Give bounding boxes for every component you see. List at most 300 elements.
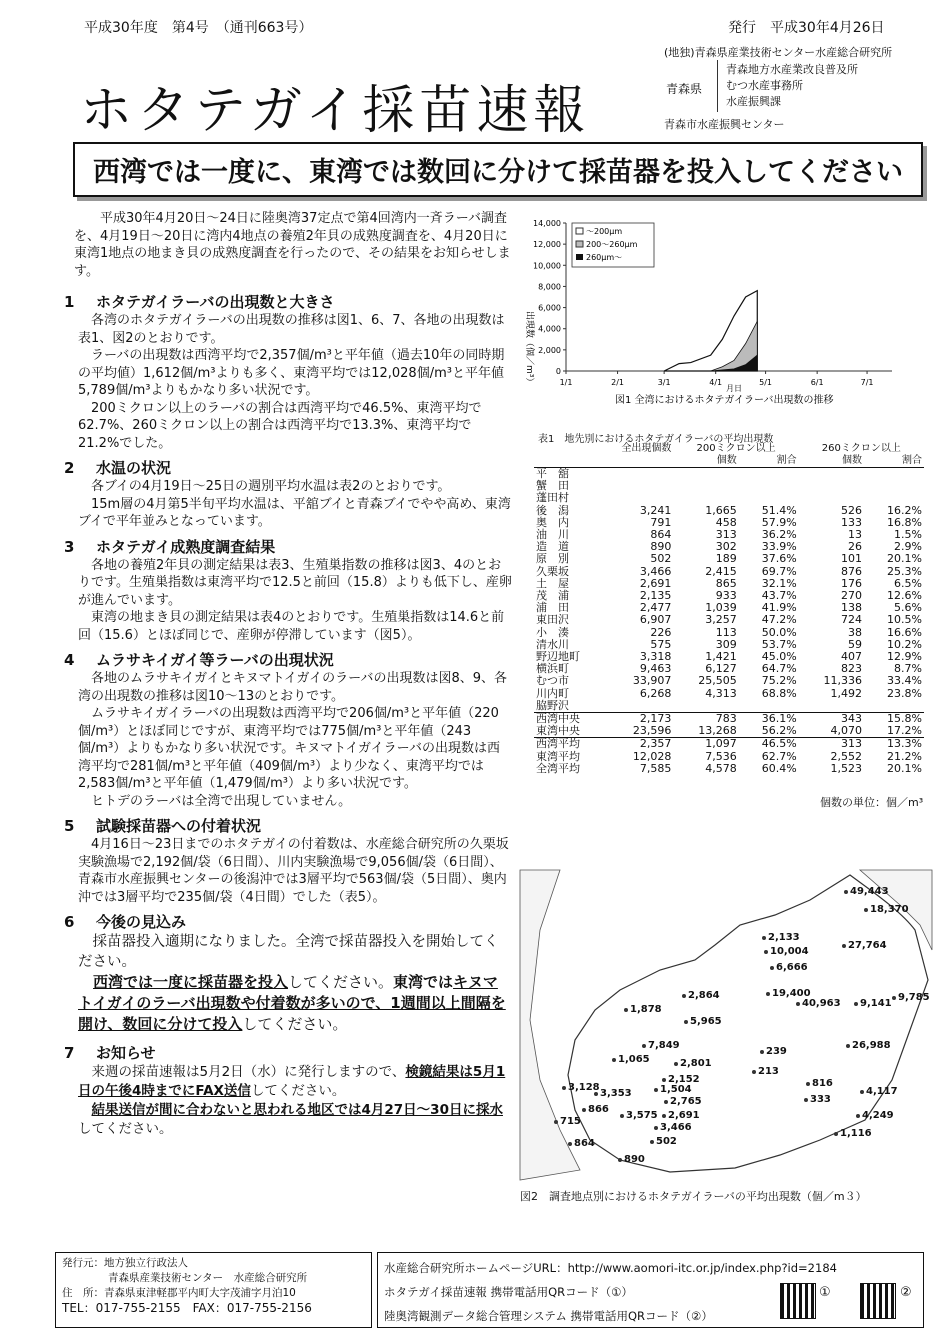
table-cell: 9,463	[639, 662, 672, 676]
section-number: 6	[64, 913, 75, 931]
column-header: 全出現個数	[621, 443, 672, 454]
chart-legend	[572, 223, 654, 267]
y-tick-label: 8,000	[538, 282, 561, 292]
table-cell	[739, 468, 799, 481]
table-cell	[864, 492, 924, 504]
station-name: 西湾平均	[534, 738, 592, 751]
table-cell	[673, 480, 738, 492]
table-cell: 4,070	[830, 724, 863, 738]
larvae-trend-chart	[524, 215, 910, 406]
section-title: 水温の状況	[96, 459, 172, 477]
station-name: むつ市	[536, 674, 569, 688]
station-count-label: 1,065	[618, 1054, 650, 1065]
legend-swatch-small	[576, 228, 583, 234]
table-cell	[592, 700, 673, 713]
table-cell: 38	[848, 625, 863, 639]
table-cell	[799, 700, 864, 713]
column-header: 260ミクロン以上	[821, 443, 901, 454]
notice-text: 来週の採苗速報は5月2日（水）に発行しますので、	[91, 1064, 406, 1080]
station-name: 西湾中央	[534, 713, 592, 726]
station-count-label: 2,864	[688, 990, 720, 1001]
publisher-label: 発行元：地方独立行政法人	[62, 1257, 188, 1269]
table-row	[534, 492, 924, 504]
table-row	[534, 675, 924, 687]
table-cell: 865	[715, 576, 737, 590]
station-count-label: 4,117	[866, 1086, 898, 1097]
y-tick-label: 4,000	[538, 324, 561, 334]
table-cell	[673, 468, 738, 481]
table-row	[534, 700, 924, 713]
headline-text: 西湾では一度に、東湾では数回に分けて採苗器を投入してください	[93, 157, 903, 188]
station-name: 東田沢	[536, 613, 569, 627]
paragraph: 東湾の地まき貝の測定結果は表4のとおりです。生殖巣指数は14.6と前回（15.6）とほぼ同じで、産卵が停滞しています（図5）。	[78, 610, 505, 643]
station-count-label: 715	[560, 1116, 581, 1127]
station-count-label: 49,443	[850, 886, 889, 897]
x-tick-label: 3/1	[657, 378, 671, 387]
table-row	[534, 553, 924, 565]
offices-bracket	[717, 60, 723, 112]
station-count-label: 40,963	[802, 998, 841, 1009]
notice-text: してください。	[250, 1083, 346, 1099]
station-name: 川内町	[536, 686, 569, 700]
table-cell: 10.2%	[887, 637, 922, 651]
column-header: 割合	[776, 455, 797, 466]
station-count-label: 6,666	[776, 962, 808, 973]
x-tick-label: 7/1	[860, 378, 874, 387]
table-cell: 50.0%	[761, 625, 797, 639]
chart-series	[664, 291, 757, 371]
table-cell: 6,127	[705, 662, 737, 676]
station-count-label: 3,353	[600, 1088, 632, 1099]
column-header: 割合	[902, 455, 922, 466]
west-bay-advice: 西湾では一度に採苗器を投入	[93, 973, 289, 991]
table-cell: 864	[650, 528, 672, 542]
section-7	[64, 1043, 512, 1139]
office-item: 水産振興課	[726, 95, 781, 108]
qr-caption-1: ホタテガイ採苗速報 携帯電話用QRコード（①）	[384, 1285, 633, 1299]
table-row	[534, 725, 924, 738]
chart-xlabel: 月日	[726, 384, 742, 393]
legend-swatch-large	[576, 254, 583, 260]
station-count-label: 9,785	[898, 992, 930, 1003]
qr-code-1[interactable]	[780, 1283, 816, 1319]
section-number: 2	[64, 459, 75, 477]
prefecture-label: 青森県	[666, 82, 703, 96]
table-cell: 21.2%	[887, 749, 922, 763]
station-name: 東湾平均	[536, 749, 580, 763]
section-1	[64, 292, 512, 452]
table-cell: 4,578	[705, 761, 737, 775]
qr-caption-2: 陸奥湾観測データ総合管理システム 携帯電話用QRコード（②）	[384, 1309, 713, 1323]
table-cell: 2,691	[639, 576, 672, 590]
table-cell: 2,552	[830, 749, 863, 763]
table-unit-note: 個数の単位：個／m³	[820, 796, 924, 809]
issue-number: 平成30年度 第4号 （通刊663号）	[84, 20, 313, 36]
map-labels	[520, 870, 932, 1180]
paragraph: ヒトデのラーバは全湾で出現していません。	[91, 793, 352, 809]
intro-paragraph: 平成30年4月20日～24日に陸奥湾37定点で第4回湾内一斉ラーバ調査を、4月19日～20日に湾内4地点の養殖2年貝の成熟度調査を、4月20日に東湾1地点の地まき貝の成熟度調査を行ったので、その結果をお知らせします。	[74, 211, 511, 279]
station-count-label: 333	[810, 1094, 831, 1105]
table-cell: 69.7%	[761, 564, 797, 578]
table-cell: 41.9%	[761, 601, 797, 615]
station-name: 原 別	[536, 552, 569, 566]
table-cell: 791	[650, 515, 672, 529]
station-name: 東湾中央	[536, 724, 580, 738]
table-cell: 6,907	[639, 613, 672, 627]
table-row	[534, 627, 924, 639]
station-count-label: 3,128	[568, 1082, 600, 1093]
links-box	[377, 1252, 924, 1328]
table-cell: 226	[650, 625, 672, 639]
x-tick-label: 1/1	[559, 378, 573, 387]
publisher-org: 青森県産業技術センター 水産総合研究所	[108, 1272, 308, 1284]
table-cell: 15.8%	[864, 713, 924, 726]
paragraph: 200ミクロン以上のラーバの割合は西湾平均で46.5%、東湾平均で62.7%、260ミクロン以上の割合は西湾平均で13.3%、東湾平均で21.2%でした。	[78, 400, 482, 451]
legend-swatch-mid	[576, 241, 583, 247]
paragraph: ムラサキイガイラーバの出現数は西湾平均で206個/m³と平年値（220個/m³）とほぼ同じですが、東湾平均では775個/m³と平年値（243個/m³）よりもかなり多い状況です。キヌマトイガイラーバの出現数は西湾平均で281個/m³と平年値（409個/m³）より少なく、東湾平均では2,583個/m³と平年値（1,479個/m³）より多い状況です。	[78, 706, 501, 791]
table-cell: 51.4%	[761, 503, 797, 517]
table-cell: 13.3%	[864, 738, 924, 751]
table-cell: 3,241	[639, 503, 672, 517]
table-cell: 2,477	[639, 601, 672, 615]
table-cell: 25.3%	[887, 564, 922, 578]
page-title: ホタテガイ採苗速報	[80, 81, 591, 141]
table-cell: 53.7%	[761, 637, 797, 651]
table-cell: 575	[650, 637, 672, 651]
table-cell: 189	[715, 552, 737, 566]
station-count-label: 1,878	[630, 1004, 662, 1015]
section-title: ホタテガイラーバの出現数と大きさ	[96, 293, 335, 311]
sampling-notice: 結果送信が間に合わないと思われる地区では4月27日～30日に採水	[91, 1102, 503, 1118]
table-cell: 59	[848, 637, 863, 651]
table-cell: 7,536	[705, 749, 737, 763]
table-cell: 57.9%	[761, 515, 797, 529]
table-cell: 1.5%	[894, 528, 922, 542]
table-cell: 4,313	[705, 686, 737, 700]
station-count-label: 864	[574, 1138, 595, 1149]
station-count-label: 9,141	[860, 998, 892, 1009]
table-cell: 33.9%	[761, 540, 797, 554]
section-number: 7	[64, 1044, 75, 1062]
table-cell: 407	[841, 650, 863, 664]
station-count-label: 866	[588, 1104, 609, 1115]
table-cell	[673, 492, 738, 504]
publisher-box	[55, 1252, 372, 1328]
station-count-label: 816	[812, 1078, 833, 1089]
paragraph: ラーバの出現数は西湾平均で2,357個/m³と平年値（過去10年の同時期の平均値）1,612個/m³よりも多く、東湾平均では12,028個/m³と平年値5,789個/m³よりもかなり多い状況です。	[78, 348, 505, 398]
station-name: 土 屋	[536, 576, 569, 590]
table-cell: 6,268	[639, 686, 672, 700]
station-name: 蟹 田	[536, 479, 569, 493]
table-cell: 933	[715, 589, 737, 603]
table-cell: 60.4%	[761, 761, 797, 775]
table-cell: 13	[848, 528, 863, 542]
table-cell: 343	[799, 713, 864, 726]
legend-label: ～200μm	[586, 227, 623, 236]
station-name: 浦 田	[536, 601, 569, 615]
station-name: 清水川	[536, 637, 569, 651]
table-cell: 20.1%	[887, 761, 922, 775]
station-count-label: 2,765	[670, 1096, 702, 1107]
table-cell: 36.1%	[739, 713, 799, 726]
station-count-label: 10,004	[770, 946, 809, 957]
paragraph: 4月16日～23日までのホタテガイの付着数は、水産総合研究所の久栗坂実験漁場で2,192個/袋（6日間）、川内実験漁場で9,056個/袋（6日間）、青森市水産振興センターの後潟沖では3層平均で563個/袋（5日間）、奥内沖では3層平均で235個/袋（4日間）でした（表5）。	[78, 837, 509, 905]
station-count-label: 213	[758, 1066, 779, 1077]
table-cell: 176	[841, 576, 863, 590]
office-item: 青森地方水産業改良普及所	[726, 63, 858, 76]
issue-date: 発行 平成30年4月26日	[728, 20, 885, 36]
station-count-label: 890	[624, 1154, 645, 1165]
city-center-name: 青森市水産振興センター	[664, 118, 785, 131]
notice-paragraph	[78, 1101, 512, 1139]
table-cell: 133	[841, 515, 863, 529]
table-cell: 62.7%	[761, 749, 797, 763]
offices-list	[726, 62, 858, 110]
table-cell	[592, 480, 673, 492]
paragraph: 各湾のホタテガイラーバの出現数の推移は図1、6、7、各地の出現数は表1、図2のとおりです。	[78, 313, 505, 346]
table-cell	[673, 700, 738, 713]
table-cell: 64.7%	[761, 662, 797, 676]
table-cell: 1,492	[830, 686, 863, 700]
table-cell: 526	[841, 503, 863, 517]
key-recommendation	[78, 972, 512, 1035]
table-cell: 23.8%	[887, 686, 922, 700]
east-bay-advice: キヌマトイガイのラーバ出現数や付着数が多いので、1週間以上間隔を開け、数回に分けて投入	[78, 973, 506, 1033]
table-row	[534, 763, 924, 775]
table-row	[534, 505, 924, 517]
y-tick-label: 0	[555, 367, 561, 376]
table-cell: 890	[650, 540, 672, 554]
table-cell	[799, 480, 864, 492]
table-cell: 3,466	[639, 564, 672, 578]
x-tick-label: 6/1	[810, 378, 824, 387]
table-cell: 23,596	[632, 724, 672, 738]
table-cell	[739, 492, 799, 504]
station-name: 奥 内	[536, 515, 569, 529]
table-cell: 101	[841, 552, 863, 566]
table-cell: 1,665	[705, 503, 737, 517]
paragraph: 各ブイの4月19日～25日の週別平均水温は表2のとおりです。	[91, 479, 451, 494]
table-cell: 313	[799, 738, 864, 751]
section-2	[64, 458, 512, 531]
section-title: 今後の見込み	[96, 913, 187, 931]
table-cell: 75.2%	[761, 674, 797, 688]
station-count-label: 2,691	[668, 1110, 700, 1121]
table-cell	[739, 480, 799, 492]
table-cell: 10.5%	[887, 613, 922, 627]
paragraph: 各地のムラサキイガイとキヌマトイガイのラーバの出現数は図8、9、各湾の出現数の推移は図10～13のとおりです。	[78, 671, 508, 704]
table-cell: 309	[715, 637, 737, 651]
table-row	[534, 468, 924, 481]
table-cell: 270	[841, 589, 863, 603]
station-count-label: 27,764	[848, 940, 887, 951]
table-header-row	[534, 443, 924, 455]
table-cell: 46.5%	[739, 738, 799, 751]
advice-suffix: してください。	[288, 973, 394, 991]
table-cell: 2,135	[639, 589, 672, 603]
table-cell: 20.1%	[887, 552, 922, 566]
table-row	[534, 688, 924, 700]
station-count-label: 5,965	[690, 1016, 722, 1027]
station-count-label: 2,152	[668, 1074, 700, 1085]
station-count-label: 1,504	[660, 1084, 692, 1095]
publisher-contact: TEL：017-755-2155 FAX：017-755-2156	[62, 1301, 312, 1315]
table-cell: 12,028	[632, 749, 672, 763]
table-cell: 3,318	[639, 650, 672, 664]
table-cell: 458	[715, 515, 737, 529]
table-cell	[799, 492, 864, 504]
table-row	[534, 480, 924, 492]
x-tick-label: 2/1	[611, 378, 624, 387]
table-cell: 47.2%	[761, 613, 797, 627]
station-name: 久栗坂	[536, 564, 569, 578]
table-cell	[592, 468, 673, 481]
y-tick-label: 14,000	[533, 219, 561, 228]
section-number: 3	[64, 537, 75, 556]
table-cell: 2.9%	[894, 540, 922, 554]
table-cell: 1,523	[830, 761, 863, 775]
station-name: 全湾平均	[536, 761, 580, 775]
section-title: ムラサキイガイ等ラーバの出現状況	[96, 651, 334, 669]
table-cell: 783	[673, 713, 738, 726]
legend-label: 200～260μm	[586, 240, 638, 249]
article-body	[64, 210, 512, 1139]
legend-label: 260μm～	[586, 253, 623, 262]
deadline-notice: 検鏡結果は5月1日の午後4時までにFAX送信	[78, 1064, 506, 1099]
table-cell: 43.7%	[761, 589, 797, 603]
paragraph: 採苗器投入適期になりました。全湾で採苗器投入を開始してください。	[78, 934, 499, 970]
table-cell: 12.9%	[887, 650, 922, 664]
table-cell: 823	[841, 662, 863, 676]
station-count-label: 18,370	[870, 904, 909, 915]
section-title: ホタテガイ成熟度調査結果	[96, 537, 276, 556]
table-cell: 302	[715, 540, 737, 554]
x-tick-label: 4/1	[709, 378, 723, 387]
station-count-label: 7,849	[648, 1040, 680, 1051]
table-cell: 25,505	[698, 674, 737, 688]
station-name: 小 湊	[536, 625, 569, 639]
paragraph: 15m層の4月第5半旬平均水温は、平舘ブイと青森ブイでやや高め、東湾ブイで平年並みとなっています。	[78, 496, 511, 529]
station-count-label: 3,466	[660, 1122, 692, 1133]
x-tick-label: 5/1	[759, 378, 773, 387]
section-number: 5	[64, 817, 75, 835]
qr-marker-2: ②	[900, 1285, 912, 1300]
station-name: 平 舘	[536, 467, 569, 480]
table-cell: 32.1%	[761, 576, 797, 590]
table-cell: 16.6%	[887, 625, 922, 639]
station-name: 後 潟	[536, 503, 569, 517]
column-header: 個数	[716, 455, 737, 466]
y-tick-label: 2,000	[538, 345, 561, 355]
station-name: 野辺地町	[536, 650, 580, 664]
qr-marker-1: ①	[819, 1285, 831, 1300]
table-cell: 1,097	[673, 738, 738, 751]
station-count-label: 26,988	[852, 1040, 891, 1051]
table-cell: 6.5%	[894, 576, 922, 590]
qr-code-2[interactable]	[860, 1283, 896, 1319]
station-count-label: 1,116	[840, 1128, 872, 1139]
table-cell: 876	[841, 564, 863, 578]
table-cell: 502	[650, 552, 672, 566]
table-row	[534, 738, 924, 751]
station-name: 油 川	[536, 528, 569, 542]
table-cell: 724	[841, 613, 863, 627]
station-count-label: 19,400	[772, 988, 811, 999]
table-cell: 2,173	[592, 713, 673, 726]
table-cell: 13,268	[698, 724, 737, 738]
research-institute-name: (地独)青森県産業技術センター水産総合研究所	[664, 46, 893, 59]
y-tick-label: 12,000	[533, 240, 561, 250]
table-cell: 26	[848, 540, 863, 554]
table-subheader-row	[534, 455, 924, 468]
table-cell: 2,415	[705, 564, 737, 578]
table-cell: 3,257	[705, 613, 737, 627]
table-cell: 1,039	[705, 601, 737, 615]
table-cell: 11,336	[823, 674, 863, 688]
table-cell: 68.8%	[761, 686, 797, 700]
table-cell: 313	[715, 528, 737, 542]
notice-paragraph	[78, 1063, 512, 1101]
office-item: むつ水産事務所	[726, 79, 803, 92]
section-title: お知らせ	[96, 1044, 156, 1062]
section-number: 4	[64, 651, 75, 669]
table-cell: 56.2%	[761, 724, 797, 738]
section-3	[64, 537, 512, 645]
east-bay-label: 東湾では	[393, 973, 454, 991]
table-cell	[864, 700, 924, 713]
chart-title: 図1 全湾におけるホタテガイラーバ出現数の推移	[615, 395, 834, 406]
table-cell: 37.6%	[761, 552, 797, 566]
table-cell	[864, 480, 924, 492]
station-name: 造 道	[536, 540, 569, 554]
table-cell: 7,585	[639, 761, 672, 775]
publisher-address: 住 所：青森県東津軽郡平内町大字茂浦字月泊10	[62, 1287, 296, 1299]
table-row	[534, 614, 924, 626]
table-cell	[739, 700, 799, 713]
headline	[73, 142, 923, 197]
station-count-label: 239	[766, 1046, 787, 1057]
table-cell: 12.6%	[887, 589, 922, 603]
table-cell	[592, 492, 673, 504]
table-title: 表1 地先別におけるホタテガイラーバの平均出現数	[538, 434, 774, 445]
section-5	[64, 816, 512, 906]
homepage-url[interactable]: 水産総合研究所ホームページURL：http://www.aomori-itc.or.jp/index.php?id=2184	[384, 1261, 837, 1275]
station-count-label: 2,801	[680, 1058, 712, 1069]
map-caption: 図2 調査地点別におけるホタテガイラーバの平均出現数（個／m３）	[520, 1190, 867, 1203]
table-cell: 16.2%	[887, 503, 922, 517]
station-name: 脇野沢	[536, 698, 569, 712]
station-count-label: 2,133	[768, 932, 800, 943]
advice-suffix: してください。	[242, 1015, 348, 1033]
station-name: 茂 浦	[536, 589, 569, 603]
y-tick-label: 6,000	[538, 303, 561, 313]
section-title: 試験採苗器への付着状況	[96, 817, 262, 835]
table-cell: 2,357	[592, 738, 673, 751]
table-cell: 1,421	[705, 650, 737, 664]
table-cell: 8.7%	[894, 662, 922, 676]
table-cell: 16.8%	[887, 515, 922, 529]
table-cell: 45.0%	[761, 650, 797, 664]
station-name: 蓬田村	[536, 491, 569, 505]
column-header: 200ミクロン以上	[696, 443, 776, 454]
table-cell	[799, 468, 864, 481]
table-cell: 5.6%	[894, 601, 922, 615]
section-number: 1	[64, 293, 75, 311]
chart-ylabel: 出現数（個／m³）	[524, 311, 534, 387]
column-header: 個数	[842, 455, 863, 466]
larvae-table	[534, 443, 924, 775]
table-cell: 138	[841, 601, 863, 615]
